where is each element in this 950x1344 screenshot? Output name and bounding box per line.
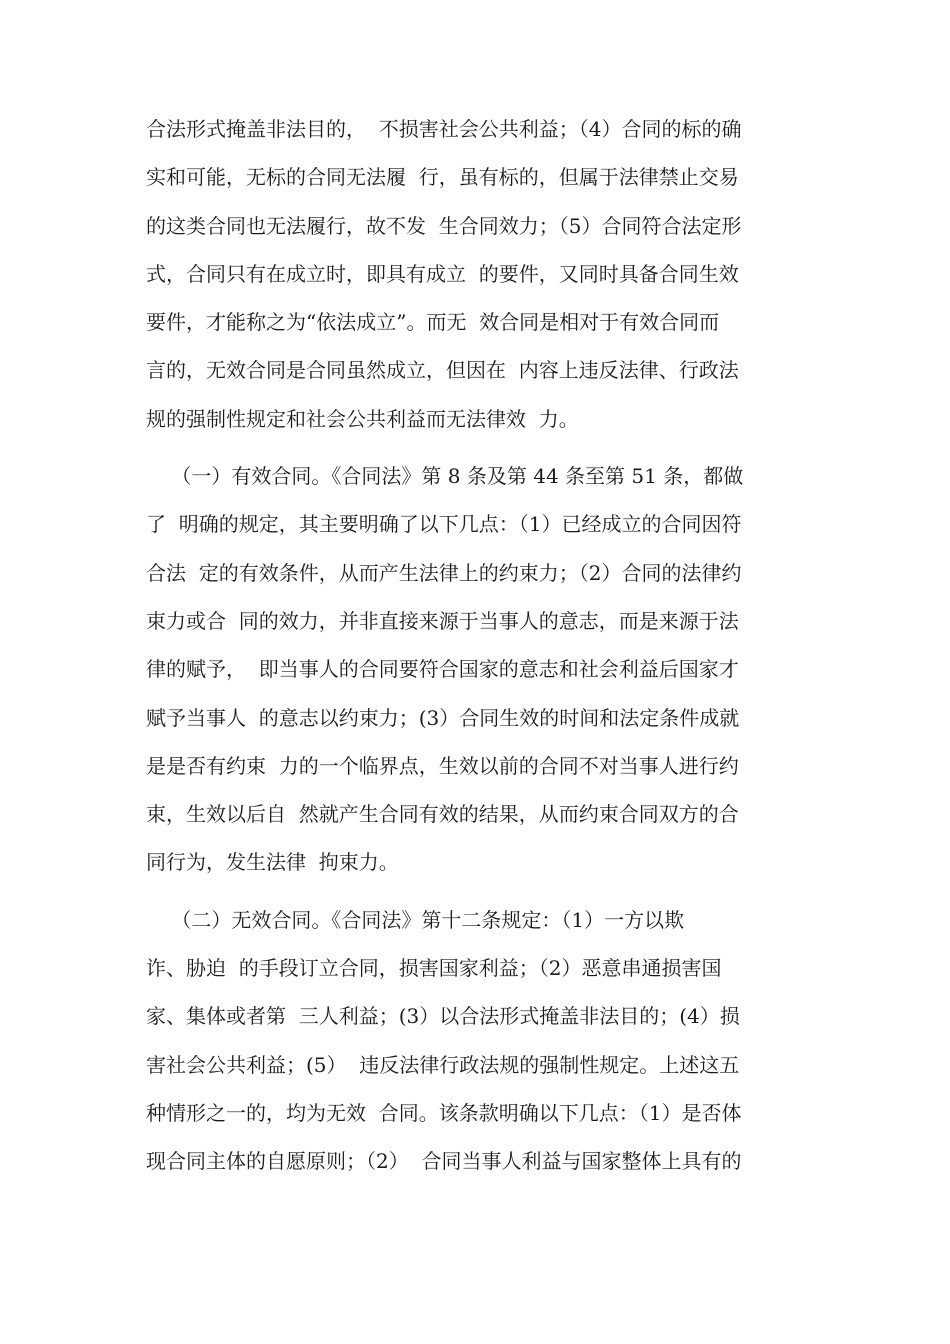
paragraph-invalid-contract [146, 896, 826, 1186]
text-line: 现合同主体的自愿原则；（2） 合同当事人利益与国家整体上具有的 [146, 1149, 742, 1174]
text-line: 家、集体或者第 三人利益；(3）以合法形式掩盖非法目的；(4）损 [146, 1004, 740, 1029]
text-line: 言的，无效合同是合同虽然成立，但因在 内容上违反法律、行政法 [146, 358, 739, 383]
text-line: 赋予当事人 的意志以约束力；(3）合同生效的时间和法定条件成就 [146, 705, 740, 730]
text-line: 诈、胁迫 的手段订立合同，损害国家利益；（2）恶意串通损害国 [146, 956, 722, 981]
text-line: 式，合同只有在成立时，即具有成立 的要件，又同时具备合同生效 [146, 261, 739, 286]
text-line: 合法 定的有效条件，从而产生法律上的约束力；（2）合同的法律约 [146, 560, 742, 585]
text-line: 是是否有约束 力的一个临界点，生效以前的合同不对当事人进行约 [146, 753, 739, 778]
text-line: 束力或合 同的效力，并非直接来源于当事人的意志，而是来源于法 [146, 608, 739, 633]
text-line: 合法形式掩盖非法目的， 不损害社会公共利益；（4）合同的标的确 [146, 117, 742, 141]
text-line: 种情形之一的，均为无效 合同。该条款明确以下几点：（1）是否体 [146, 1100, 742, 1125]
text-line: 束，生效以后自 然就产生合同有效的结果，从而约束合同双方的合 [146, 802, 739, 827]
text-line: （一）有效合同。《合同法》第 8 条及第 44 条至第 51 条，都做 [146, 464, 744, 489]
text-line: 同行为，发生法律 拘束力。 [146, 850, 399, 875]
paragraph-gap [146, 887, 826, 896]
text-line: 律的赋予， 即当事人的合同要符合国家的意志和社会利益后国家才 [146, 657, 739, 682]
text-line: 的这类合同也无法履行，故不发 生合同效力；（5）合同符合法定形 [146, 213, 742, 238]
text-line: 规的强制性规定和社会公共利益而无法律效 力。 [146, 406, 579, 431]
paragraph-intro [146, 105, 826, 443]
text-line: （二）无效合同。《合同法》第十二条规定：（1）一方以欺 [146, 907, 685, 932]
paragraph-gap [146, 443, 826, 452]
text-line: 要件，才能称之为“依法成立”。而无 效合同是相对于有效合同而 [146, 310, 720, 335]
paragraph-valid-contract [146, 452, 826, 887]
text-line: 了 明确的规定，其主要明确了以下几点：（1）已经成立的合同因符 [146, 512, 742, 537]
text-line: 实和可能，无标的合同无法履 行，虽有标的，但属于法律禁止交易 [146, 165, 739, 190]
body-text [146, 105, 826, 1186]
text-line: 害社会公共利益；(5） 违反法律行政法规的强制性规定。上述这五 [146, 1052, 740, 1077]
